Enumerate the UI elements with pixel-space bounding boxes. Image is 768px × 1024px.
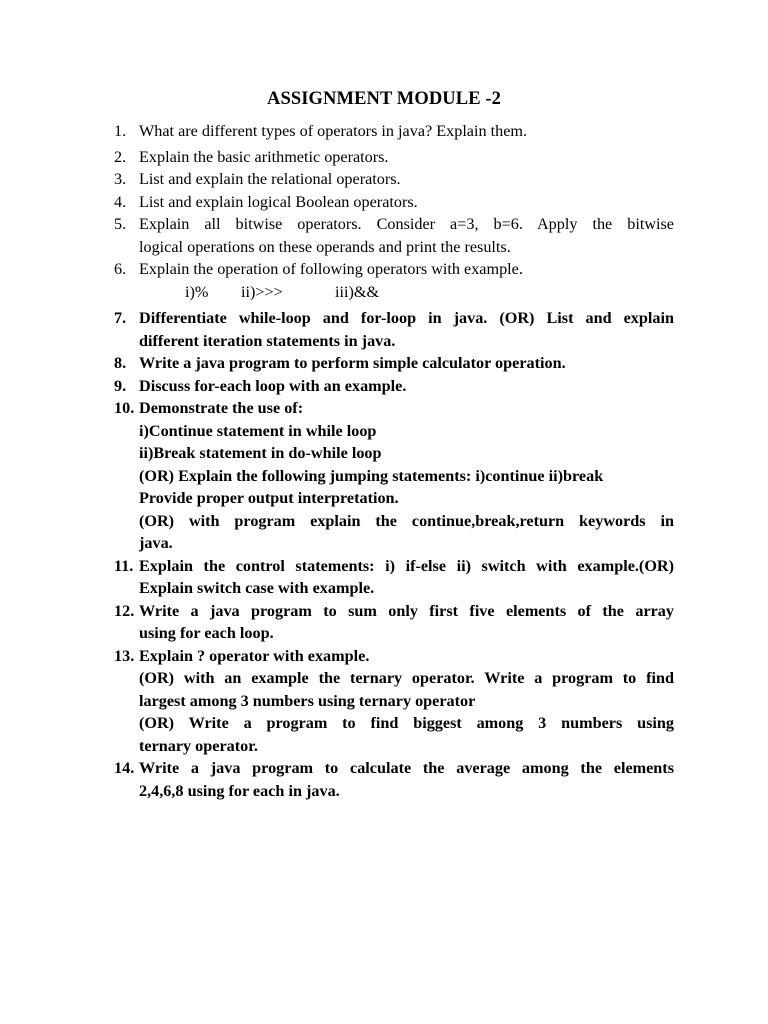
question-text: ii)Break statement in do-while loop — [139, 444, 382, 462]
question-text: What are different types of operators in java? Explain them. — [139, 122, 528, 140]
question-number: 5. — [114, 215, 127, 233]
question-text: Write a java program to perform simple calculator operation. — [139, 354, 566, 372]
assignment-title: ASSIGNMENT MODULE -2 — [267, 89, 501, 109]
question-list — [114, 120, 674, 802]
question-item — [114, 191, 674, 214]
question-number: 9. — [114, 376, 127, 395]
question-item — [114, 757, 674, 802]
question-item — [114, 600, 674, 645]
question-number: 6. — [114, 260, 127, 278]
question-text: largest among 3 numbers using ternary operator — [139, 691, 476, 710]
question-number: 13. — [114, 646, 135, 665]
question-number: 12. — [114, 601, 135, 620]
question-number: 11. — [114, 556, 134, 575]
question-item — [114, 645, 674, 758]
question-text: List and explain logical Boolean operators. — [139, 192, 418, 211]
question-text: Differentiate while-loop and for-loop in java. (OR) List and explain — [139, 309, 674, 327]
question-number: 7. — [114, 309, 127, 327]
operator-list — [139, 281, 674, 304]
question-number: 4. — [114, 192, 127, 211]
question-text: using for each loop. — [139, 624, 274, 642]
question-item — [114, 120, 674, 143]
question-text: i)Continue statement in while loop — [139, 421, 377, 440]
question-text: different iteration statements in java. — [139, 331, 396, 350]
question-number: 3. — [114, 170, 127, 188]
question-text: (OR) Explain the following jumping statements: i)continue ii)break — [139, 466, 604, 485]
operator-item: i)% — [185, 282, 209, 301]
question-item — [114, 213, 674, 258]
question-number: 14. — [114, 759, 135, 777]
question-item — [114, 375, 674, 398]
question-number: 1. — [114, 122, 127, 140]
question-text: Provide proper output interpretation. — [139, 489, 399, 507]
question-text: Explain the control statements: i) if-else ii) switch with example.(OR) — [139, 556, 674, 575]
question-text: Demonstrate the use of: — [139, 399, 304, 417]
question-item — [114, 146, 674, 169]
question-text: (OR) Write a program to find biggest among 3 numbers using — [139, 714, 674, 732]
question-item — [114, 555, 674, 600]
question-text: Discuss for-each loop with an example. — [139, 376, 407, 395]
question-text: Explain switch case with example. — [139, 579, 375, 597]
question-text: Explain ? operator with example. — [139, 646, 370, 665]
question-text: List and explain the relational operators. — [139, 170, 401, 188]
question-text: ternary operator. — [139, 736, 258, 755]
question-number: 2. — [114, 147, 127, 166]
operator-item: iii)&& — [335, 282, 380, 301]
question-text: Write a java program to calculate the average among the elements — [139, 759, 674, 777]
question-number: 8. — [114, 354, 127, 372]
question-item — [114, 168, 674, 191]
question-text: Explain the basic arithmetic operators. — [139, 147, 389, 166]
question-item — [114, 307, 674, 352]
question-item — [114, 397, 674, 555]
question-number: 10. — [114, 399, 135, 417]
question-text: 2,4,6,8 using for each in java. — [139, 781, 340, 800]
question-item — [114, 258, 674, 303]
question-text: Write a java program to sum only first five elements of the array — [139, 601, 674, 620]
question-text: (OR) with an example the ternary operator. Write a program to find — [139, 669, 674, 687]
question-text: Explain all bitwise operators. Consider a=3, b=6. Apply the bitwise — [139, 215, 674, 233]
question-text: logical operations on these operands and print the results. — [139, 237, 511, 256]
question-item — [114, 352, 674, 375]
operator-item: ii)>>> — [241, 282, 283, 301]
question-text: java. — [139, 534, 173, 552]
question-text: Explain the operation of following operators with example. — [139, 260, 523, 278]
question-text: (OR) with program explain the continue,break,return keywords in — [139, 511, 674, 530]
